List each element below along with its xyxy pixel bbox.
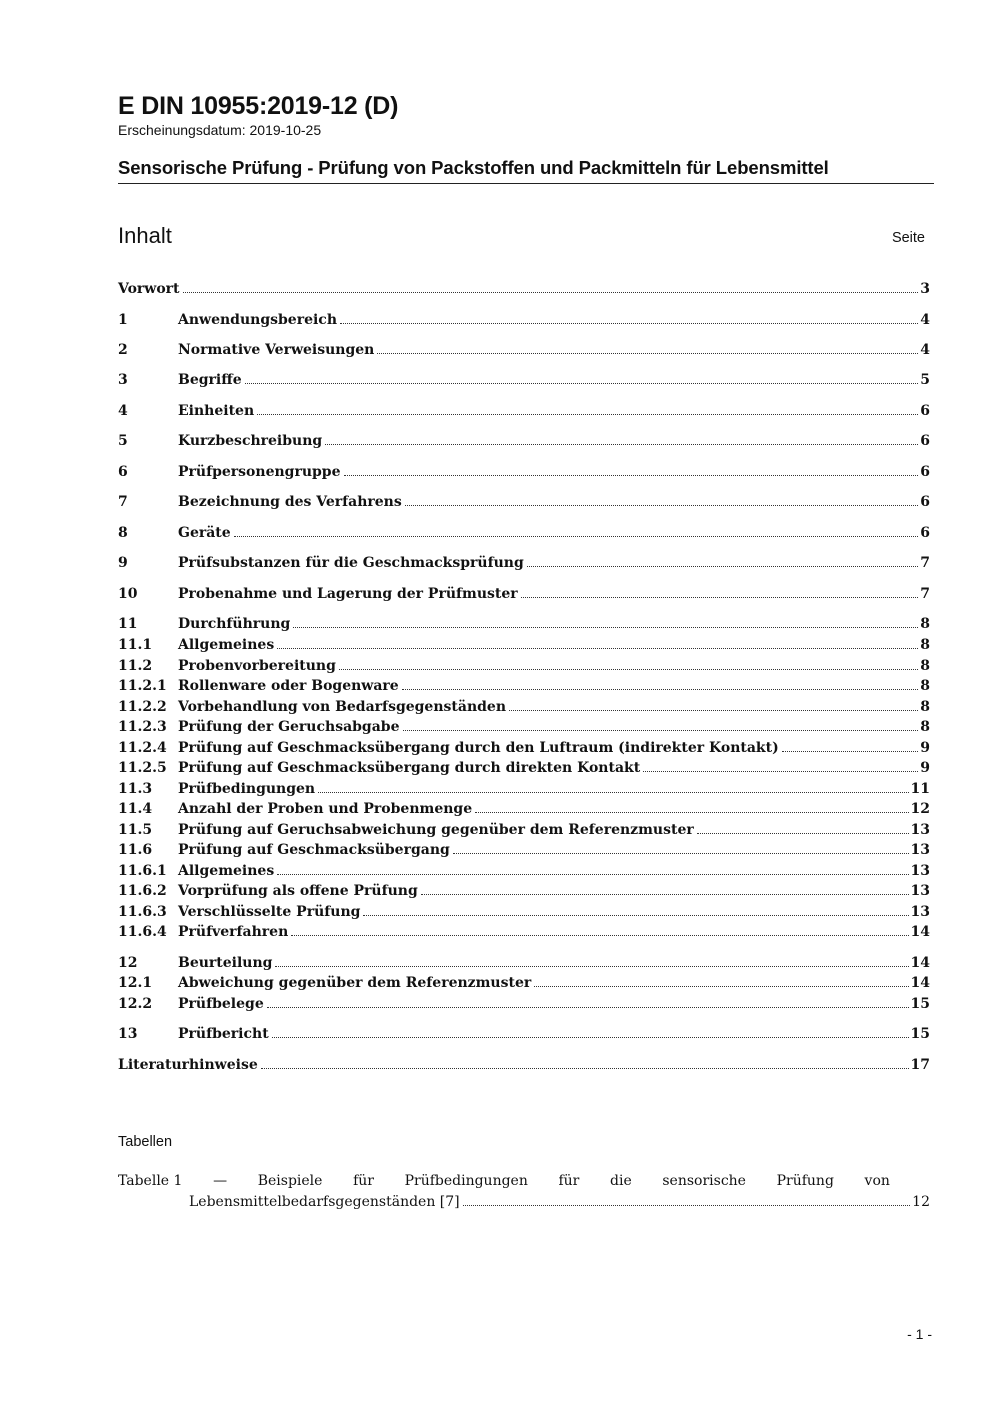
toc-entry[interactable] <box>118 759 930 777</box>
toc-entry-title: Prüfung auf Geschmacksübergang <box>178 842 450 858</box>
toc-entry-title: Allgemeines <box>178 637 275 653</box>
toc-leader-dots <box>277 648 918 649</box>
toc-leader-dots <box>782 751 919 752</box>
toc-leader-dots <box>325 444 918 445</box>
toc-entry-title: Prüfung auf Geschmacksübergang durch den Luftraum (indirekter Kontakt) <box>178 740 779 756</box>
toc-entry-title: Abweichung gegenüber dem Referenzmuster <box>178 975 532 991</box>
toc-leader-dots <box>453 853 909 854</box>
toc-entry-number: 10 <box>118 586 138 602</box>
toc-entry-title: Bezeichnung des Verfahrens <box>178 494 402 510</box>
table-entry-word: sensorische <box>662 1173 746 1189</box>
toc-entry-title: Vorprüfung als offene Prüfung <box>178 883 418 899</box>
toc-entry[interactable] <box>118 432 930 450</box>
table-entry-dash: — <box>213 1173 228 1189</box>
toc-entry[interactable] <box>118 995 930 1013</box>
toc-entry-page: 7 <box>920 555 930 571</box>
toc-leader-dots <box>291 935 908 936</box>
toc-entry-page: 6 <box>920 464 930 480</box>
toc-entry-number: 11 <box>118 616 138 632</box>
toc-entry-number: 1 <box>118 312 128 328</box>
toc-leader-dots <box>475 812 908 813</box>
toc-leader-dots <box>318 792 908 793</box>
toc-entry-number: 11.2.5 <box>118 760 167 776</box>
toc-entry[interactable] <box>118 974 930 992</box>
toc-entry-page: 8 <box>920 699 930 715</box>
toc-leader-dots <box>277 874 908 875</box>
toc-entry-page: 17 <box>910 1057 930 1073</box>
toc-entry[interactable] <box>118 311 930 329</box>
table-entry-word: Prüfbedingungen <box>404 1173 528 1189</box>
table-entry-word: für <box>558 1173 580 1189</box>
toc-entry-number: 9 <box>118 555 128 571</box>
toc-entry[interactable] <box>118 954 930 972</box>
toc-entry[interactable] <box>118 903 930 921</box>
toc-entry-title: Prüfung auf Geschmacksübergang durch direkten Kontakt <box>178 760 641 776</box>
toc-entry-page: 13 <box>910 883 930 899</box>
toc-entry-number: 11.2 <box>118 658 153 674</box>
toc-entry[interactable] <box>118 636 930 654</box>
toc-entry-page: 9 <box>920 760 930 776</box>
toc-entry-title: Prüfpersonengruppe <box>178 464 341 480</box>
toc-entry[interactable] <box>118 1025 930 1043</box>
document-title: E DIN 10955:2019-12 (D) <box>118 92 399 120</box>
toc-entry-page: 13 <box>910 822 930 838</box>
toc-entry-page: 8 <box>920 637 930 653</box>
page-number: - 1 - <box>907 1326 932 1342</box>
toc-entry-page: 9 <box>920 740 930 756</box>
toc-entry[interactable] <box>118 780 930 798</box>
toc-entry-title: Normative Verweisungen <box>178 342 375 358</box>
toc-entry-page: 3 <box>920 281 930 297</box>
table-entry-word: Beispiele <box>257 1173 323 1189</box>
toc-entry[interactable] <box>118 1056 930 1074</box>
toc-entry[interactable] <box>118 862 930 880</box>
toc-entry-number: 11.6.1 <box>118 863 167 879</box>
toc-entry-title: Prüfung auf Geruchsabweichung gegenüber dem Referenzmuster <box>178 822 694 838</box>
table-entry-page: 12 <box>912 1194 930 1210</box>
toc-entry[interactable] <box>118 402 930 420</box>
toc-entry-page: 13 <box>910 863 930 879</box>
toc-entry-page: 6 <box>920 433 930 449</box>
toc-entry-title: Vorbehandlung von Bedarfsgegenständen <box>178 699 506 715</box>
toc-leader-dots <box>234 536 919 537</box>
toc-entry-number: 11.4 <box>118 801 153 817</box>
toc-entry-page: 15 <box>910 996 930 1012</box>
toc-entry-title: Vorwort <box>118 281 180 297</box>
toc-entry-title: Literaturhinweise <box>118 1057 258 1073</box>
toc-entry[interactable] <box>118 524 930 542</box>
toc-entry-page: 8 <box>920 616 930 632</box>
toc-entry[interactable] <box>118 882 930 900</box>
toc-entry-number: 11.2.2 <box>118 699 167 715</box>
tables-heading: Tabellen <box>118 1134 173 1150</box>
toc-leader-dots <box>344 475 919 476</box>
toc-leader-dots <box>421 894 909 895</box>
toc-entry-number: 6 <box>118 464 128 480</box>
toc-entry-number: 13 <box>118 1026 138 1042</box>
toc-entry-title: Prüfung der Geruchsabgabe <box>178 719 400 735</box>
toc-entry[interactable] <box>118 800 930 818</box>
toc-entry-number: 11.6.3 <box>118 904 167 920</box>
toc-leader-dots <box>521 597 919 598</box>
table-entry-label: Tabelle 1 <box>118 1173 183 1189</box>
toc-entry-page: 6 <box>920 494 930 510</box>
toc-entry-title: Rollenware oder Bogenware <box>178 678 399 694</box>
table-entry-leader-dots <box>463 1205 911 1206</box>
toc-leader-dots <box>377 353 918 354</box>
toc-entry[interactable] <box>118 677 930 695</box>
toc-entry-title: Allgemeines <box>178 863 275 879</box>
toc-entry-title: Prüfbericht <box>178 1026 269 1042</box>
toc-heading: Inhalt <box>118 223 172 248</box>
toc-leader-dots <box>405 505 919 506</box>
toc-entry-page: 7 <box>920 586 930 602</box>
toc-entry[interactable] <box>118 463 930 481</box>
toc-leader-dots <box>534 986 908 987</box>
toc-leader-dots <box>643 771 918 772</box>
toc-entry-page: 4 <box>920 312 930 328</box>
toc-entry-title: Probenvorbereitung <box>178 658 336 674</box>
table-entry-word: Prüfung <box>776 1173 834 1189</box>
toc-entry-number: 11.2.4 <box>118 740 167 756</box>
toc-entry-page: 14 <box>910 955 930 971</box>
toc-leader-dots <box>275 966 908 967</box>
toc-entry-page: 6 <box>920 525 930 541</box>
toc-entry-number: 11.6 <box>118 842 153 858</box>
toc-leader-dots <box>402 689 919 690</box>
toc-entry[interactable] <box>118 585 930 603</box>
toc-entry-number: 11.5 <box>118 822 153 838</box>
toc-entry[interactable] <box>118 698 930 716</box>
toc-entry-title: Prüfverfahren <box>178 924 289 940</box>
toc-entry[interactable] <box>118 841 930 859</box>
toc-entry-page: 14 <box>910 975 930 991</box>
toc-entry-number: 3 <box>118 372 128 388</box>
toc-entry-title: Anzahl der Proben und Probenmenge <box>178 801 473 817</box>
toc-leader-dots <box>363 915 908 916</box>
toc-entry-page: 5 <box>920 372 930 388</box>
toc-entry-page: 8 <box>920 658 930 674</box>
toc-entry-page: 13 <box>910 904 930 920</box>
toc-entry-title: Anwendungsbereich <box>178 312 337 328</box>
toc-entry[interactable] <box>118 554 930 572</box>
toc-entry-title: Einheiten <box>178 403 255 419</box>
toc-entry[interactable] <box>118 615 930 633</box>
toc-entry[interactable] <box>118 739 930 757</box>
toc-leader-dots <box>267 1007 909 1008</box>
toc-leader-dots <box>183 292 919 293</box>
toc-entry-page: 8 <box>920 719 930 735</box>
toc-entry-number: 12 <box>118 955 138 971</box>
toc-leader-dots <box>272 1037 909 1038</box>
toc-entry-page: 12 <box>910 801 930 817</box>
toc-entry-number: 11.6.4 <box>118 924 167 940</box>
title-divider <box>118 183 934 184</box>
toc-leader-dots <box>339 669 918 670</box>
toc-entry-number: 2 <box>118 342 128 358</box>
toc-leader-dots <box>527 566 918 567</box>
toc-entry-title: Prüfbelege <box>178 996 264 1012</box>
toc-entry[interactable] <box>118 371 930 389</box>
toc-entry-page: 4 <box>920 342 930 358</box>
toc-entry[interactable] <box>118 280 930 298</box>
toc-entry-number: 11.6.2 <box>118 883 167 899</box>
toc-entry-number: 8 <box>118 525 128 541</box>
toc-entry[interactable] <box>118 493 930 511</box>
toc-leader-dots <box>340 323 918 324</box>
toc-entry-number: 11.2.3 <box>118 719 167 735</box>
toc-entry-page: 15 <box>910 1026 930 1042</box>
toc-entry-page: 13 <box>910 842 930 858</box>
toc-entry-title: Begriffe <box>178 372 242 388</box>
toc-leader-dots <box>403 730 919 731</box>
toc-entry-number: 12.1 <box>118 975 153 991</box>
table-entry-line-2[interactable] <box>189 1193 930 1211</box>
table-entry-line-1[interactable] <box>118 1172 890 1190</box>
toc-entry-number: 11.1 <box>118 637 153 653</box>
toc-entry-title: Verschlüsselte Prüfung <box>178 904 361 920</box>
table-entry-word: für <box>353 1173 374 1189</box>
toc-entry-number: 7 <box>118 494 128 510</box>
toc-leader-dots <box>509 710 918 711</box>
toc-entry[interactable] <box>118 657 930 675</box>
document-subtitle: Sensorische Prüfung - Prüfung von Packstoffen und Packmitteln für Lebensmittel <box>118 157 829 178</box>
toc-entry-title: Prüfsubstanzen für die Geschmacksprüfung <box>178 555 524 571</box>
toc-entry-title: Geräte <box>178 525 231 541</box>
toc-entry-number: 11.3 <box>118 781 153 797</box>
toc-leader-dots <box>245 383 919 384</box>
toc-leader-dots <box>697 833 909 834</box>
toc-leader-dots <box>261 1068 909 1069</box>
toc-entry[interactable] <box>118 923 930 941</box>
toc-entry-title: Beurteilung <box>178 955 273 971</box>
toc-entry-number: 12.2 <box>118 996 153 1012</box>
toc-entry-number: 4 <box>118 403 128 419</box>
table-entry-word: von <box>864 1173 890 1189</box>
toc-entry-number: 5 <box>118 433 128 449</box>
toc-entry-page: 8 <box>920 678 930 694</box>
table-entry-title-continued: Lebensmittelbedarfsgegenständen [7] <box>189 1194 460 1210</box>
toc-entry-title: Prüfbedingungen <box>178 781 316 797</box>
toc-entry-page: 14 <box>910 924 930 940</box>
toc-entry-number: 11.2.1 <box>118 678 167 694</box>
toc-entry-title: Durchführung <box>178 616 291 632</box>
toc-leader-dots <box>257 414 918 415</box>
table-entry-word: die <box>610 1173 632 1189</box>
toc-entry-title: Probenahme und Lagerung der Prüfmuster <box>178 586 518 602</box>
publication-date: Erscheinungsdatum: 2019-10-25 <box>118 122 322 138</box>
toc-entry[interactable] <box>118 718 930 736</box>
toc-leader-dots <box>293 627 918 628</box>
toc-entry-page: 11 <box>910 781 930 797</box>
toc-entry-page: 6 <box>920 403 930 419</box>
toc-entry[interactable] <box>118 341 930 359</box>
toc-entry[interactable] <box>118 821 930 839</box>
toc-page-column-label: Seite <box>891 230 925 246</box>
toc-entry-title: Kurzbeschreibung <box>178 433 323 449</box>
